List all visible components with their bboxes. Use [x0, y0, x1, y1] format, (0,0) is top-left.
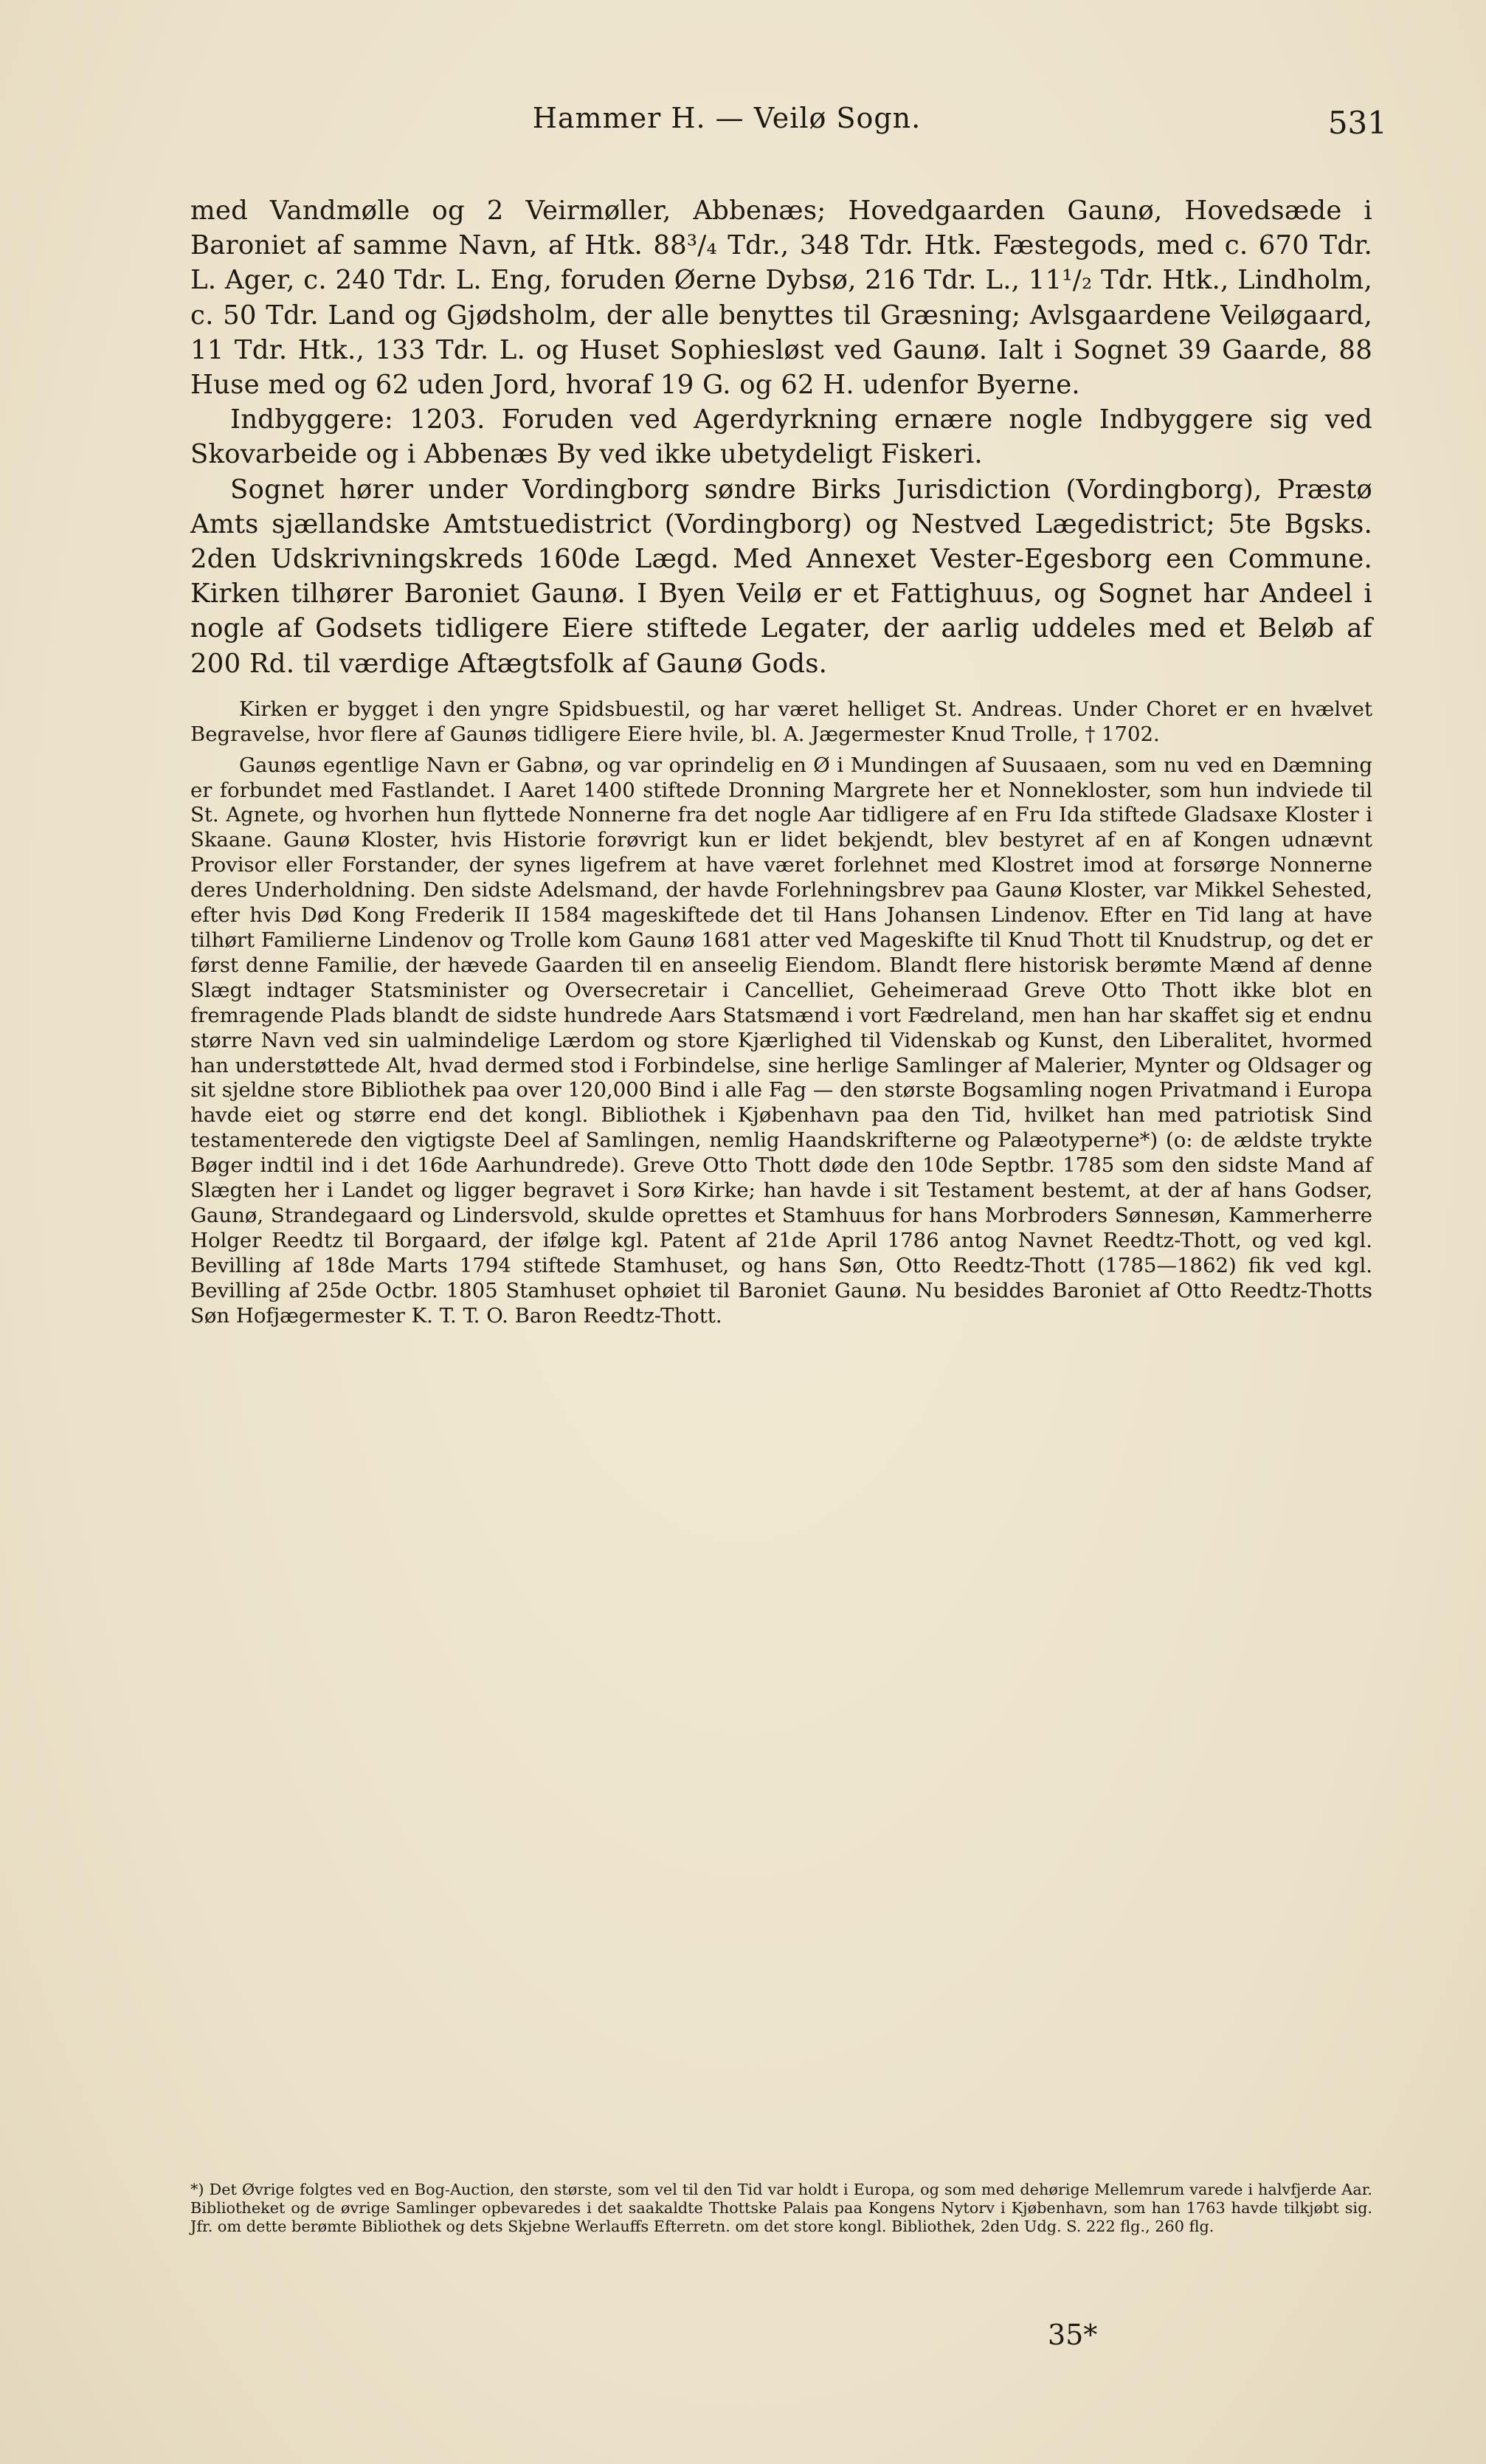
footnote-block	[190, 2181, 1372, 2236]
paragraph-history: Gaunøs egentlige Navn er Gabnø, og var oprindelig en Ø i Mundingen af Suusaaen, som nu ved en Dæmning er forbundet med Fastlandet. I Aaret 1400 stiftede Dronning Margrete her et Nonnekloster, som hun indviede til St. Agnete, og hvorhen hun flyttede Nonnerne fra det nogle Aar tidligere af en Fru Ida stiftede Gladsaxe Kloster i Skaane. Gaunø Kloster, hvis Historie forøvrigt kun er lidet bekjendt, blev bestyret af en af Kongen udnævnt Provisor eller Forstander, der synes ligefrem at have været forlehnet med Klostret imod at forsørge Nonnerne deres Underholdning. Den sidste Adelsmand, der havde Forlehningsbrev paa Gaunø Kloster, var Mikkel Sehested, efter hvis Død Kong Frederik II 1584 mageskiftede det til Hans Johansen Lindenov. Efter en Tid lang at have tilhørt Familierne Lindenov og Trolle kom Gaunø 1681 atter ved Mageskifte til Knud Thott til Knudstrup, og det er først denne Familie, der hævede Gaarden til en anseelig Eiendom. Blandt flere historisk berømte Mænd af denne Slægt indtager Statsminister og Oversecretair i Cancelliet, Geheimeraad Greve Otto Thott ikke blot en fremragende Plads blandt de sidste hundrede Aars Statsmænd i vort Fædreland, men han har skaffet sig et endnu større Navn ved sin ualmindelige Lærdom og store Kjærlighed til Videnskab og Kunst, den Liberalitet, hvormed han understøttede Alt, hvad dermed stod i Forbindelse, sine herlige Samlinger af Malerier, Mynter og Oldsager og sit sjeldne store Bibliothek paa over 120,000 Bind i alle Fag — den største Bogsamling nogen Privatmand i Europa havde eiet og større end det kongl. Bibliothek i Kjøbenhavn paa den Tid, hvilket han med patriotisk Sind testamenterede den vigtigste Deel af Samlingen, nemlig Haandskrifterne og Palæotyperne*) (o: de ældste trykte Bøger indtil ind i det 16de Aarhundrede). Greve Otto Thott døde den 10de Septbr. 1785 som den sidste Mand af Slægten her i Landet og ligger begravet i Sorø Kirke; han havde i sit Testament bestemt, at der af hans Godser, Gaunø, Strandegaard og Lindersvold, skulde oprettes et Stamhuus for hans Morbroders Sønnesøn, Kammerherre Holger Reedtz til Borgaard, der ifølge kgl. Patent af 21de April 1786 antog Navnet Reedtz-Thott, og ved kgl. Bevilling af 18de Marts 1794 stiftede Stamhuset, og hans Søn, Otto Reedtz-Thott (1785—1862) fik ved kgl. Bevilling af 25de Octbr. 1805 Stamhuset ophøiet til Baroniet Gaunø. Nu besiddes Baroniet af Otto Reedtz-Thotts Søn Hofjægermester K. T. T. O. Baron Reedtz-Thott.	[190, 753, 1372, 1328]
footnote: *) Det Øvrige folgtes ved en Bog-Auction, den største, som vel til den Tid var holdt i Europa, og som med dehørige Mellemrum varede i halvfjerde Aar. Bibliotheket og de øvrige Samlinger opbevaredes i det saakaldte Thottske Palais paa Kongens Nytorv i Kjøbenhavn, som han 1763 havde tilkjøbt sig. Jfr. om dette berømte Bibliothek og dets Skjebne Werlauffs Efterretn. om det store kongl. Bibliothek, 2den Udg. S. 222 flg., 260 flg.	[190, 2181, 1372, 2235]
paragraph-jurisdiction: Sognet hører under Vordingborg søndre Birks Jurisdiction (Vordingborg), Præstø Amts sjællandske Amtstuedistrict (Vordingborg) og Nestved Lægedistrict; 5te Bgsks. 2den Udskrivningskreds 160de Lægd. Med Annexet Vester-Egesborg een Commune. Kirken tilhører Baroniet Gaunø. I Byen Veilø er et Fattighuus, og Sognet har Andeel i nogle af Godsets tidligere Eiere stiftede Legater, der aarlig uddeles med et Beløb af 200 Rd. til værdige Aftægtsfolk af Gaunø Gods.	[190, 474, 1372, 679]
body-text	[190, 193, 1372, 1329]
page-number: 531	[1327, 105, 1387, 141]
paragraph-church: Kirken er bygget i den yngre Spidsbuestil, og har været helliget St. Andreas. Under Choret er en hvælvet Begravelse, hvor flere af Gaunøs tidligere Eiere hvile, bl. A. Jægermester Knud Trolle, † 1702.	[190, 697, 1372, 746]
printer-signature-mark: 35*	[1048, 2319, 1098, 2351]
paragraph-population: Indbyggere: 1203. Foruden ved Agerdyrkning ernære nogle Indbyggere sig ved Skovarbeide og i Abbenæs By ved ikke ubetydeligt Fiskeri.	[190, 404, 1372, 470]
running-head: Hammer H. — Veilø Sogn.	[532, 102, 922, 134]
page-header	[66, 102, 1387, 146]
paragraph-gaunø-description: med Vandmølle og 2 Veirmøller, Abbenæs; Hovedgaarden Gaunø, Hovedsæde i Baroniet af samme Navn, af Htk. 88³/₄ Tdr., 348 Tdr. Htk. Fæstegods, med c. 670 Tdr. L. Ager, c. 240 Tdr. L. Eng, foruden Øerne Dybsø, 216 Tdr. L., 11¹/₂ Tdr. Htk., Lindholm, c. 50 Tdr. Land og Gjødsholm, der alle benyttes til Græsning; Avlsgaardene Veiløgaard, 11 Tdr. Htk., 133 Tdr. L. og Huset Sophiesløst ved Gaunø. Ialt i Sognet 39 Gaarde, 88 Huse med og 62 uden Jord, hvoraf 19 G. og 62 H. udenfor Byerne.	[190, 196, 1372, 401]
